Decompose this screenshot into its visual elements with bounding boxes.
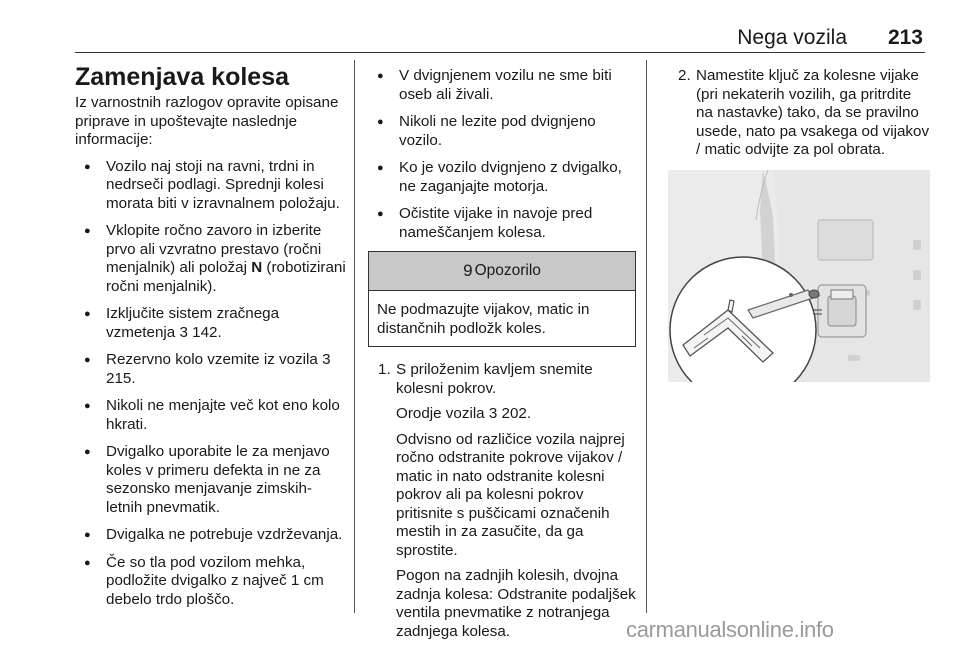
list-item: ● Ko je vozilo dvignjeno z dvigalko, ne zaganjajte motorja. [368,159,636,196]
list-item: ● Dvigalka ne potrebuje vzdrževanja. [75,526,347,545]
gear-position: N [251,259,263,276]
page-number: 213 [887,26,923,49]
step-tools: Orodje vozila 3 202. [396,405,532,422]
warning-triangle-icon: 9 [463,260,473,280]
step-paragraph: Odvisno od različice vozila najprej ročno odstranite pokrove vijakov / matic in nato odstranite kolesni pokrov ali pa kolesni pokrov pritisnite s puščicami označenih mestih in za zasučite, da ga sprostite. [396,430,625,559]
watermark: carmanualsonline.info [626,617,834,642]
list-item: ● Rezervno kolo vzemite iz vozila 3 215. [75,351,347,388]
column-1 [75,64,347,618]
page-ref-icon: 3 [179,323,188,341]
column-3 [668,67,930,387]
step-2 [668,67,930,160]
warning-box [368,251,636,347]
page-ref-icon: 3 [322,351,331,368]
list-item: ● Nikoli ne lezite pod dvignjeno vozilo. [368,113,636,150]
list-item: ● Vklopite ročno zavoro in izberite prvo ali vzvratno prestavo (ročni menjalnik) ali položaj N (robotizirani ročni menjalnik). [75,222,347,296]
step-text: S priloženim kavljem snemite kolesni pokrov. [396,361,593,397]
step-1 [368,361,636,641]
column-2 [368,67,636,648]
page-ref-icon: 3 [488,405,498,422]
intro-text: Iz varnostnih razlogov opravite opisane priprave in upoštevajte naslednje informacije: [75,94,339,148]
list-item: ● Dvigalko uporabite le za menjavo koles v primeru defekta in ne za sezonsko menjavanje zimskih-letnih pnevmatik. [75,443,347,517]
bullet-list [75,158,347,610]
header-title: Nega vozila [737,26,847,49]
list-item: ● Očistite vijake in navoje pred nameščanjem kolesa. [368,205,636,242]
wheel-wrench-illustration [668,170,930,382]
column-divider [646,60,647,613]
warning-header [369,252,635,291]
step-paragraph: Pogon na zadnjih kolesih, dvojna zadnja kolesa: Odstranite podaljšek ventila pnevmatike z notranjega zadnjega kolesa. [396,567,636,640]
list-item: ● Izključite sistem zračnega vzmetenja 3 142. [75,305,347,342]
step-number: 2. [678,67,691,84]
step-number: 1. [378,361,391,378]
section-title: Zamenjava kolesa [75,63,290,91]
step-text: Namestite ključ za kolesne vijake (pri nekaterih vozilih, ga pritrdite na nastavke) tako, da se pravilno usede, nato pa vsakega od vijakov / matic odvijte za pol obrata. [696,67,930,158]
list-item: ● Če so tla pod vozilom mehka, podložite dvigalko z največ 1 cm debelo trdo ploščo. [75,554,347,610]
list-item: ● Nikoli ne menjajte več kot eno kolo hkrati. [75,397,347,434]
list-item: ● Vozilo naj stoji na ravni, trdni in nedrseči podlagi. Sprednji kolesi morata biti v izravnalnem položaju. [75,158,347,214]
column-divider [354,60,355,613]
bullet-list [368,67,636,242]
warning-title: Opozorilo [474,261,541,279]
page-header [75,26,925,53]
warning-text: Ne podmazujte vijakov, matic in distančnih podložk koles. [377,301,590,337]
list-item: ● V dvignjenem vozilu ne sme biti oseb ali živali. [368,67,636,104]
